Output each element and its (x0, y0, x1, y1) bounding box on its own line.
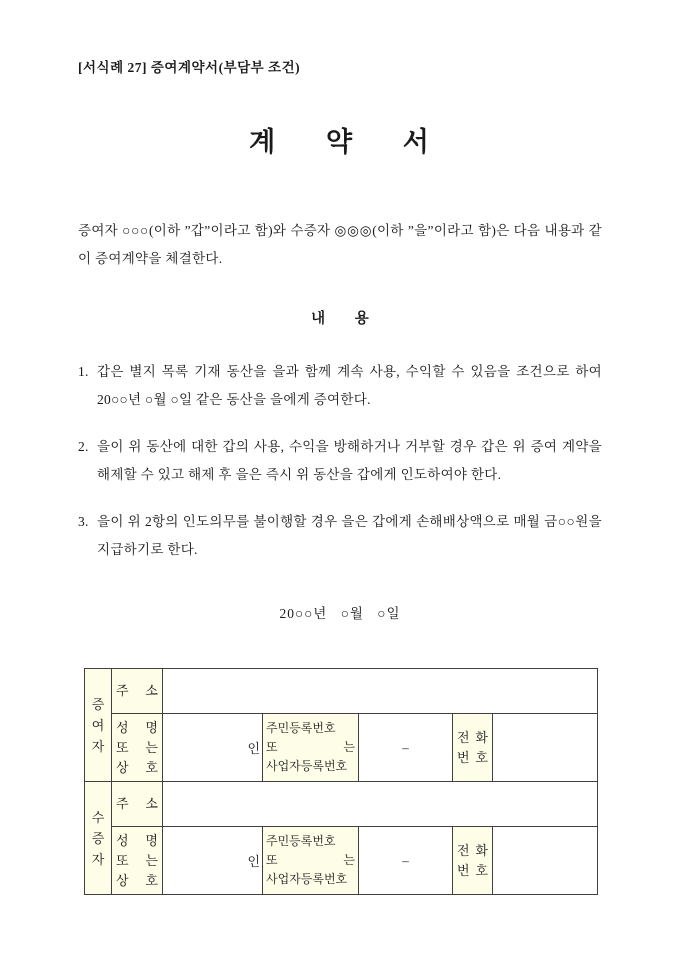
recipient-name-value (163, 827, 263, 895)
recipient-regno-separator: – (402, 852, 409, 868)
recipient-name-row (85, 827, 598, 895)
recipient-address-value (163, 782, 598, 827)
content-section-heading: 내 용 (311, 311, 369, 327)
clause-2-text: 을이 위 동산에 대한 갑의 사용, 수익을 방해하거나 거부할 경우 갑은 위 증여 계약을 해제할 수 있고 해제 후 을은 즉시 위 동산을 갑에게 인도하여야 한다. (97, 439, 602, 482)
intro-paragraph: 증여자 ○○○(이하 ”갑”이라고 함)와 수증자 ◎◎◎(이하 ”을”이라고 함)은 다음 내용과 같이 증여계약을 체결한다. (78, 223, 602, 266)
clause-3 (78, 508, 602, 564)
clause-1 (78, 358, 602, 414)
donor-address-row (85, 669, 598, 714)
donor-phone-label: 전 화 번 호 (453, 714, 493, 782)
recipient-address-row (85, 782, 598, 827)
recipient-party-label (85, 782, 112, 895)
clause-3-text: 을이 위 2항의 인도의무를 불이행할 경우 을은 갑에게 손해배상액으로 매월 금○○원을 지급하기로 한다. (97, 514, 602, 557)
recipient-phone-label: 전 화 번 호 (453, 827, 493, 895)
recipient-party-char-3: 자 (91, 851, 105, 867)
donor-name-value (163, 714, 263, 782)
form-example-header: [서식례 27] 증여계약서(부담부 조건) (78, 60, 301, 75)
recipient-party-char-1: 수 (91, 809, 105, 825)
recipient-party-char-2: 증 (91, 830, 105, 846)
recipient-address-label: 주 소 (112, 782, 163, 827)
recipient-name-label: 성 명 또 는 상 호 (112, 827, 163, 895)
recipient-regno-label: 주민등록번호 또 는 사업자등록번호 (263, 827, 359, 895)
donor-party-char-3: 자 (91, 738, 105, 754)
recipient-regno-value (359, 827, 453, 895)
donor-party-char-1: 증 (91, 696, 105, 712)
clause-1-text: 갑은 별지 목록 기재 동산을 을과 함께 계속 사용, 수익할 수 있음을 조건으로 하여 20○○년 ○월 ○일 같은 동산을 을에게 증여한다. (97, 364, 602, 407)
donor-address-label: 주 소 (112, 669, 163, 714)
donor-party-char-2: 여 (91, 717, 105, 733)
clause-1-number: 1. (78, 364, 89, 379)
donor-regno-label: 주민등록번호 또 는 사업자등록번호 (263, 714, 359, 782)
party-info-table (84, 668, 598, 895)
clause-2 (78, 433, 602, 489)
donor-address-value (163, 669, 598, 714)
donor-name-row (85, 714, 598, 782)
clause-3-number: 3. (78, 514, 89, 529)
recipient-phone-value (493, 827, 598, 895)
donor-phone-value (493, 714, 598, 782)
donor-party-label (85, 669, 112, 782)
clause-2-number: 2. (78, 439, 89, 454)
contract-date: 20○○년 ○월 ○일 (279, 606, 401, 621)
donor-seal-mark: 인 (247, 741, 260, 756)
recipient-seal-mark: 인 (247, 854, 260, 869)
donor-name-label: 성 명 또 는 상 호 (112, 714, 163, 782)
donor-regno-value (359, 714, 453, 782)
contract-title: 계 약 서 (249, 127, 431, 157)
clause-list (78, 358, 602, 564)
donor-regno-separator: – (402, 739, 409, 755)
